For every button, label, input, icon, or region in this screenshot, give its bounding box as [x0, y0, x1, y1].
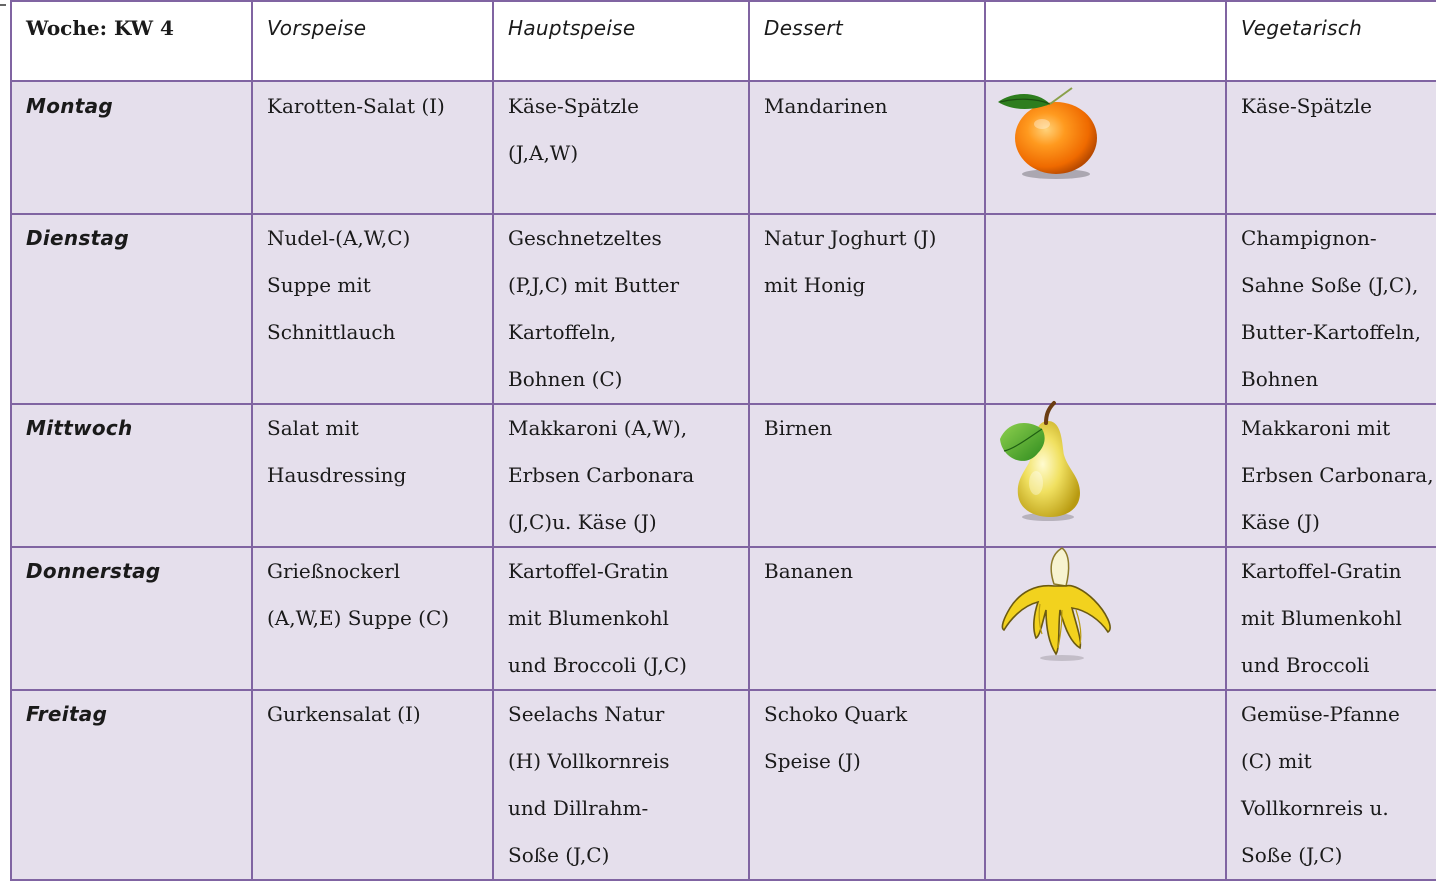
mandarin-icon [996, 86, 1106, 182]
vegetarisch-cell [1226, 214, 1436, 404]
table-header-row [11, 1, 1436, 81]
day-name: Freitag [11, 690, 252, 880]
dish-line: mit Blumenkohl [1241, 606, 1402, 630]
dish-line: und Broccoli [1241, 653, 1370, 677]
dish-line: Käse (J) [1241, 510, 1320, 534]
dish-line: Suppe mit [267, 273, 371, 297]
dish-line: (H) Vollkornreis [508, 749, 670, 773]
fruit-image-cell [985, 547, 1226, 690]
dish-line: mit Blumenkohl [508, 606, 669, 630]
day-name: Dienstag [11, 214, 252, 404]
dish-line: Gurkensalat (I) [267, 702, 421, 726]
day-name: Donnerstag [11, 547, 252, 690]
dish-line: Makkaroni mit [1241, 416, 1391, 440]
dish-line: mit Honig [764, 273, 866, 297]
vegetarisch-cell [1226, 547, 1436, 690]
dish-line: Mandarinen [764, 94, 888, 118]
fruit-image-cell [985, 690, 1226, 880]
dish-line: Kartoffeln, [508, 320, 617, 344]
col-header-vegetarisch: Vegetarisch [1226, 1, 1436, 81]
dish-line: (P,J,C) mit Butter [508, 273, 680, 297]
hauptspeise-cell [493, 214, 749, 404]
col-header-image [985, 1, 1226, 81]
banana-icon [996, 544, 1126, 664]
vegetarisch-cell [1226, 404, 1436, 547]
dish-line: und Broccoli (J,C) [508, 653, 687, 677]
col-header-dessert: Dessert [749, 1, 985, 81]
vegetarisch-cell [1226, 690, 1436, 880]
fruit-image-cell [985, 81, 1226, 214]
dish-line: Bananen [764, 559, 854, 583]
day-name: Montag [11, 81, 252, 214]
dessert-cell [749, 81, 985, 214]
dish-line: Kartoffel-Gratin [508, 559, 669, 583]
dish-line: Geschnetzeltes [508, 226, 662, 250]
dish-line: Hausdressing [267, 463, 407, 487]
dish-line: Erbsen Carbonara, [1241, 463, 1434, 487]
table-row-mittwoch [11, 404, 1436, 547]
dish-line: Sahne Soße (J,C), [1241, 273, 1419, 297]
dish-line: Käse-Spätzle [508, 94, 639, 118]
dish-line: und Dillrahm- [508, 796, 649, 820]
dish-line: Grießnockerl [267, 559, 401, 583]
vorspeise-cell [252, 81, 493, 214]
dish-line: Seelachs Natur [508, 702, 665, 726]
vegetarisch-cell [1226, 81, 1436, 214]
dish-line: Bohnen [1241, 367, 1319, 391]
dish-line: Birnen [764, 416, 833, 440]
pear-icon [998, 399, 1098, 523]
dish-line: Gemüse-Pfanne [1241, 702, 1400, 726]
day-name: Mittwoch [11, 404, 252, 547]
vorspeise-cell [252, 547, 493, 690]
dish-line: Salat mit [267, 416, 359, 440]
dish-line: Soße (J,C) [1241, 843, 1343, 867]
dish-line: Makkaroni (A,W), [508, 416, 688, 440]
vorspeise-cell [252, 214, 493, 404]
dish-line: Butter-Kartoffeln, [1241, 320, 1421, 344]
hauptspeise-cell [493, 404, 749, 547]
dish-line: Vollkornreis u. [1241, 796, 1389, 820]
week-label: Woche: KW 4 [11, 1, 252, 81]
dish-line: Schoko Quark [764, 702, 908, 726]
dish-line: (J,C)u. Käse (J) [508, 510, 657, 534]
dish-line: Speise (J) [764, 749, 861, 773]
col-header-hauptspeise: Hauptspeise [493, 1, 749, 81]
dish-line: Nudel-(A,W,C) [267, 226, 411, 250]
vorspeise-cell [252, 404, 493, 547]
menu-table [10, 0, 1436, 881]
dish-line: Erbsen Carbonara [508, 463, 695, 487]
dessert-cell [749, 214, 985, 404]
dish-line: Soße (J,C) [508, 843, 610, 867]
col-header-vorspeise: Vorspeise [252, 1, 493, 81]
dessert-cell [749, 547, 985, 690]
table-row-donnerstag [11, 547, 1436, 690]
dish-line: (A,W,E) Suppe (C) [267, 606, 450, 630]
table-row-dienstag [11, 214, 1436, 404]
fruit-image-cell [985, 404, 1226, 547]
hauptspeise-cell [493, 690, 749, 880]
dish-line: Bohnen (C) [508, 367, 623, 391]
vorspeise-cell [252, 690, 493, 880]
dessert-cell [749, 404, 985, 547]
dish-line: (C) mit [1241, 749, 1312, 773]
dish-line: Käse-Spätzle [1241, 94, 1372, 118]
dish-line: Kartoffel-Gratin [1241, 559, 1402, 583]
dish-line: Natur Joghurt (J) [764, 226, 937, 250]
fruit-image-cell [985, 214, 1226, 404]
table-row-freitag [11, 690, 1436, 880]
dish-line: Karotten-Salat (I) [267, 94, 445, 118]
hauptspeise-cell [493, 547, 749, 690]
dish-line: Schnittlauch [267, 320, 396, 344]
dish-line: Champignon- [1241, 226, 1377, 250]
table-row-montag [11, 81, 1436, 214]
dish-line: (J,A,W) [508, 141, 579, 165]
dessert-cell [749, 690, 985, 880]
hauptspeise-cell [493, 81, 749, 214]
